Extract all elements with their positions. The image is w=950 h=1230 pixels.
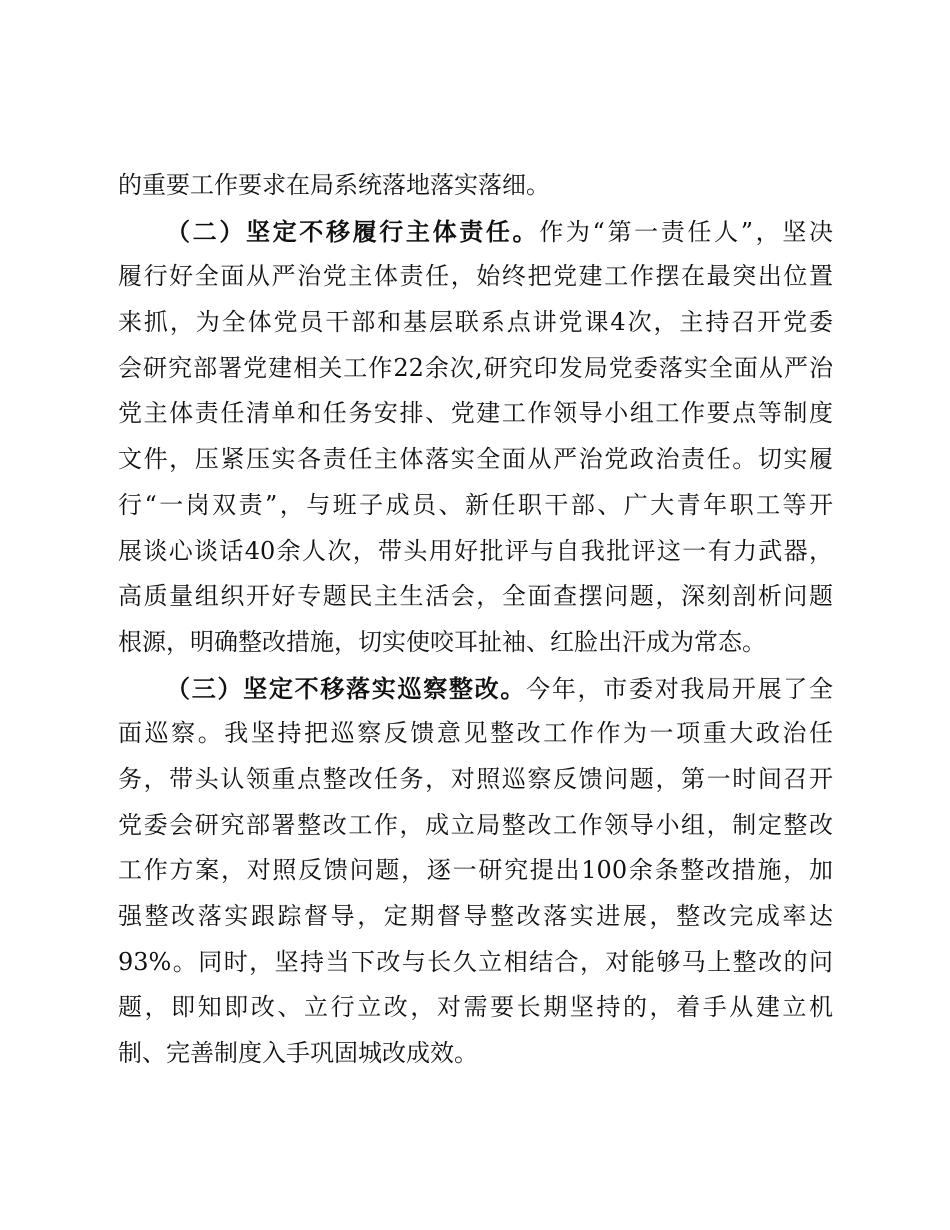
paragraph-line: 党委会研究部署整改工作，成立局整改工作领导小组，制定整改	[118, 810, 833, 839]
paragraph-line: 来抓，为全体党员干部和基层联系点讲党课4次，主持召开党委	[118, 308, 833, 337]
section-heading: （三）坚定不移落实巡察整改。	[166, 673, 527, 703]
section-heading-line	[118, 209, 833, 255]
paragraph-text: 作为“第一责任人”，坚决	[539, 217, 833, 246]
paragraph-line: 根源，明确整改措施，切实使咬耳扯袖、红脸出汗成为常态。	[118, 627, 766, 656]
paragraph-line: 行“一岗双责”，与班子成员、新任职干部、广大青年职工等开	[118, 490, 833, 519]
paragraph-line: 会研究部署党建相关工作22余次,研究印发局党委落实全面从严治	[118, 353, 833, 382]
paragraph-line: 强整改落实跟踪督导，定期督导整改落实进展，整改完成率达	[118, 902, 833, 930]
section-heading-line	[118, 666, 833, 712]
paragraph-line: 履行好全面从严治党主体责任，始终把党建工作摆在最突出位置	[118, 262, 833, 291]
paragraph-line: 题，即知即改、立行立改，对需要长期坚持的，着手从建立机	[118, 993, 833, 1022]
document-page	[118, 163, 833, 1077]
paragraph-line: 的重要工作要求在局系统落地落实落细。	[118, 171, 550, 199]
paragraph-line: 93%。同时，坚持当下改与长久立相结合，对能够马上整改的问	[118, 947, 833, 976]
paragraph-line: 工作方案，对照反馈问题，逐一研究提出100余条整改措施，加	[118, 856, 833, 885]
paragraph-line: 文件，压紧压实各责任主体落实全面从严治党政治责任。切实履	[118, 445, 833, 474]
paragraph-line: 展谈心谈话40余人次，带头用好批评与自我批评这一有力武器，	[118, 536, 833, 565]
paragraph-line: 面巡察。我坚持把巡察反馈意见整改工作作为一项重大政治任	[118, 719, 833, 748]
paragraph-text: 今年，市委对我局开展了全	[526, 674, 834, 703]
paragraph-line: 务，带头认领重点整改任务，对照巡察反馈问题，第一时间召开	[118, 764, 833, 793]
paragraph-line: 制、完善制度入手巩固城改成效。	[118, 1039, 478, 1068]
section-heading: （二）坚定不移履行主体责任。	[166, 216, 540, 246]
paragraph-line: 高质量组织开好专题民主生活会，全面查摆问题，深刻剖析问题	[118, 582, 833, 611]
paragraph-line: 党主体责任清单和任务安排、党建工作领导小组工作要点等制度	[118, 399, 833, 428]
